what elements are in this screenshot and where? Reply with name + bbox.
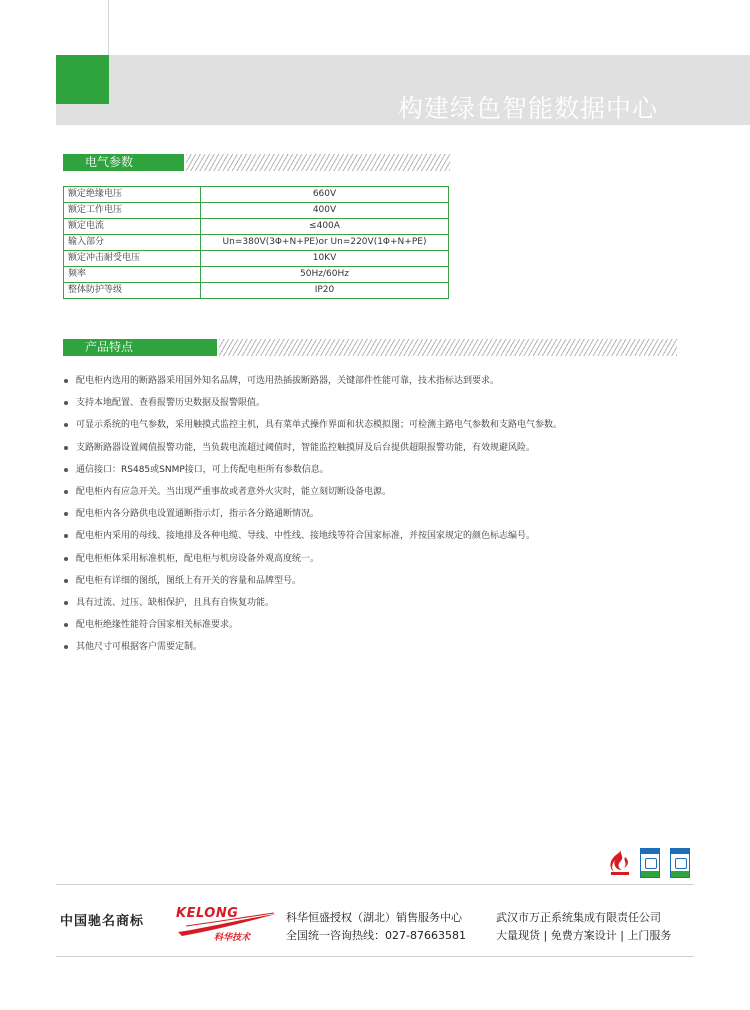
- param-value: 50Hz/60Hz: [201, 267, 449, 283]
- feature-item: [64, 592, 704, 614]
- feature-item: [64, 481, 704, 503]
- param-value: 10KV: [201, 251, 449, 267]
- feature-item: [64, 614, 704, 636]
- page-title: 构建绿色智能数据中心: [397, 93, 658, 123]
- feature-text: 配电柜内各分路供电设置通断指示灯，指示各分路通断情况。: [76, 509, 320, 520]
- top-divider: [108, 0, 109, 55]
- feature-text: 配电柜内选用的断路器采用国外知名品牌，可选用热插拔断路器，关键部件性能可靠，技术指标达到要求。: [76, 376, 500, 386]
- kelong-logo-text: KELONG: [176, 906, 239, 921]
- feature-item: [64, 503, 704, 525]
- param-key: 额定冲击耐受电压: [64, 251, 201, 267]
- bullet-icon: [64, 601, 68, 605]
- bullet-icon: [64, 534, 68, 538]
- bullet-icon: [64, 379, 68, 383]
- bullet-icon: [64, 490, 68, 494]
- feature-text: 其他尺寸可根据客户需要定制。: [76, 642, 203, 653]
- param-value: IP20: [201, 283, 449, 299]
- param-key: 输入部分: [64, 235, 201, 251]
- section-header-electrical: [63, 154, 184, 171]
- bullet-icon: [64, 579, 68, 583]
- feature-text: 支持本地配置、查看报警历史数据及报警限值。: [76, 398, 266, 409]
- feature-text: 配电柜内采用的母线、接地排及各种电缆、导线、中性线、接地线等符合国家标准，并按国家规定的颜色标志编号。: [76, 531, 536, 542]
- params-row: [64, 219, 449, 235]
- feature-item: [64, 459, 704, 481]
- hotline-text: 全国统一咨询热线：027-87663581: [286, 929, 466, 942]
- company-name: 武汉市万正系统集成有限责任公司: [496, 911, 661, 924]
- bullet-icon: [64, 446, 68, 450]
- param-key: 额定工作电压: [64, 203, 201, 219]
- section-title-features: 产品特点: [85, 340, 134, 354]
- param-key: 频率: [64, 267, 201, 283]
- header-accent-square: [56, 55, 109, 104]
- sales-center-name: 科华恒盛授权（湖北）销售服务中心: [286, 911, 462, 924]
- bullet-icon: [64, 557, 68, 561]
- feature-text: 配电柜内有应急开关。当出现严重事故或者意外火灾时，能立刻切断设备电源。: [76, 486, 392, 497]
- china-quality-flame-icon: [608, 848, 634, 876]
- params-row: [64, 283, 449, 299]
- param-value: 660V: [201, 187, 449, 203]
- services-text: 大量现货 | 免费方案设计 | 上门服务: [496, 929, 672, 942]
- bullet-icon: [64, 468, 68, 472]
- section-hatch-features: [219, 339, 677, 356]
- params-row: [64, 267, 449, 283]
- feature-text: 配电柜绝缘性能符合国家相关标准要求。: [76, 620, 239, 631]
- feature-item: [64, 414, 704, 436]
- dnv-certification-badge-1: [640, 848, 660, 878]
- feature-text: 支路断路器设置阈值报警功能，当负载电流超过阈值时，智能监控触摸屏及后台提供超限报警功能，有效规避风险。: [76, 442, 536, 453]
- bullet-icon: [64, 645, 68, 649]
- params-row: [64, 187, 449, 203]
- bullet-icon: [64, 423, 68, 427]
- feature-text: 配电柜有详细的图纸，图纸上有开关的容量和品牌型号。: [76, 575, 302, 586]
- features-list: [64, 370, 704, 658]
- params-row: [64, 251, 449, 267]
- feature-item: [64, 525, 704, 547]
- param-value: 400V: [201, 203, 449, 219]
- params-row: [64, 203, 449, 219]
- feature-item: [64, 636, 704, 658]
- feature-item: [64, 392, 704, 414]
- feature-text: 通信接口：RS485或SNMP接口，可上传配电柜所有参数信息。: [76, 464, 329, 475]
- feature-text: 具有过流、过压、缺相保护，且具有自恢复功能。: [76, 597, 275, 608]
- feature-item: [64, 548, 704, 570]
- params-row: [64, 235, 449, 251]
- dnv-certification-badge-2: [670, 848, 690, 878]
- electrical-params-table: [63, 186, 449, 299]
- param-key: 额定绝缘电压: [64, 187, 201, 203]
- certification-marks: [608, 848, 693, 878]
- param-key: 整体防护等级: [64, 283, 201, 299]
- section-header-features: [63, 339, 217, 356]
- section-hatch-electrical: [186, 154, 450, 171]
- famous-trademark-label: 中国驰名商标: [60, 914, 145, 929]
- param-value: Un=380V(3Φ+N+PE)or Un=220V(1Φ+N+PE): [201, 235, 449, 251]
- footer-divider-top: [56, 884, 694, 885]
- bullet-icon: [64, 512, 68, 516]
- feature-text: 可显示系统的电气参数，采用触摸式监控主机，具有菜单式操作界面和状态模拟图；可检测主路电气参数和支路电气参数。: [76, 420, 563, 431]
- feature-item: [64, 570, 704, 592]
- bullet-icon: [64, 623, 68, 627]
- feature-item: [64, 437, 704, 459]
- kelong-logo-cn: 科华技术: [214, 933, 251, 943]
- bullet-icon: [64, 401, 68, 405]
- section-title-electrical: 电气参数: [85, 155, 134, 169]
- footer-divider-bottom: [56, 956, 694, 957]
- kelong-logo: [176, 906, 278, 946]
- feature-text: 配电柜柜体采用标准机柜，配电柜与机房设备外观高度统一。: [76, 553, 320, 564]
- param-key: 额定电流: [64, 219, 201, 235]
- feature-item: [64, 370, 704, 392]
- param-value: ≤400A: [201, 219, 449, 235]
